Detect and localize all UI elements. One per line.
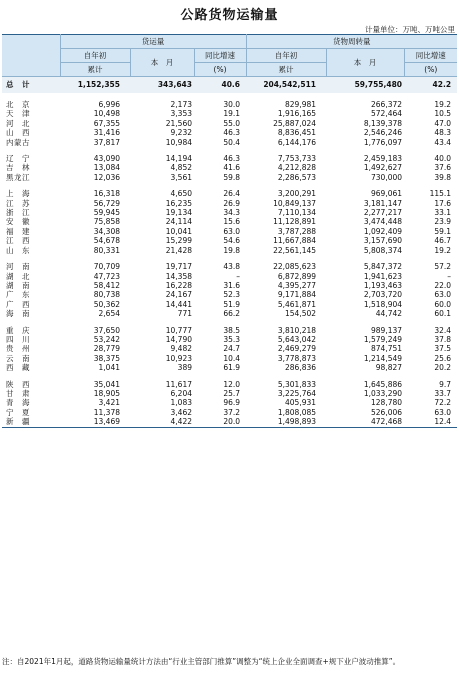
turnover-yoy: 60.0 [434, 299, 452, 309]
freight-month: 10,777 [165, 325, 192, 335]
group-spacer-cell [2, 182, 457, 189]
freight-month: 771 [177, 309, 192, 319]
table-body [2, 77, 457, 428]
turnover-month: 526,006 [371, 407, 403, 417]
table-row [2, 199, 457, 208]
freight-month: 24,114 [165, 217, 192, 227]
region-name: 吉 林 [6, 163, 30, 173]
turnover-month: 3,181,147 [363, 198, 403, 208]
freight-yoy: 12.0 [223, 379, 241, 389]
table-row [2, 138, 457, 147]
region-name: 广 东 [6, 290, 30, 300]
turnover-month: 1,033,290 [363, 388, 403, 398]
table-row [2, 309, 457, 318]
freight-ytd: 6,996 [98, 100, 120, 109]
turnover-month: 2,277,217 [363, 208, 403, 218]
region-name: 贵 州 [6, 344, 30, 354]
group-spacer [2, 319, 457, 326]
turnover-ytd: 3,778,873 [277, 353, 317, 363]
turnover-month: 98,827 [375, 363, 403, 373]
freight-ytd: 13,084 [93, 163, 120, 173]
table-header [2, 35, 457, 77]
total-turnover-month: 59,755,480 [354, 80, 403, 89]
freight-ytd: 11,378 [93, 407, 120, 417]
freight-month: 14,194 [165, 154, 192, 164]
turnover-yoy: 25.6 [434, 353, 452, 363]
turnover-yoy: 10.5 [434, 109, 452, 119]
group-spacer [2, 255, 457, 262]
freight-yoy: 63.0 [223, 226, 241, 236]
freight-ytd: 28,779 [93, 344, 120, 354]
turnover-ytd: 4,212,828 [277, 163, 317, 173]
region-name: 河 北 [6, 118, 30, 128]
turnover-ytd: 5,643,042 [277, 334, 317, 344]
turnover-ytd: 3,200,291 [277, 189, 317, 199]
freight-month: 21,428 [165, 245, 192, 255]
turnover-ytd: 154,502 [285, 309, 317, 319]
turnover-yoy: 63.0 [434, 407, 452, 417]
turnover-month: 989,137 [371, 325, 403, 335]
freight-yoy: 15.6 [223, 217, 241, 227]
turnover-month: 2,459,183 [363, 154, 403, 164]
freight-yoy: 50.4 [223, 137, 241, 147]
turnover-month: 1,518,904 [363, 299, 403, 309]
table-row [2, 408, 457, 417]
freight-yoy: 52.3 [223, 290, 241, 300]
freight-ytd: 67,355 [93, 118, 120, 128]
freight-ytd: 70,709 [93, 262, 120, 272]
turnover-yoy: 19.2 [434, 100, 452, 109]
group-spacer-cell [2, 147, 457, 154]
turnover-month: 2,703,720 [363, 290, 403, 300]
turnover-month: 1,776,097 [363, 137, 403, 147]
freight-yoy: 19.8 [223, 245, 241, 255]
turnover-yoy: 12.4 [404, 417, 457, 427]
group-spacer [2, 182, 457, 189]
region-name: 云 南 [6, 353, 30, 363]
unit-label: 计量单位：万吨、万吨公里 [365, 25, 455, 34]
freight-yoy: 35.3 [223, 334, 241, 344]
turnover-yoy: 20.2 [434, 363, 452, 373]
group-spacer [2, 147, 457, 154]
freight-ytd: 53,242 [93, 334, 120, 344]
freight-ytd: 37,817 [93, 137, 120, 147]
turnover-month: 1,579,249 [363, 334, 403, 344]
turnover-ytd: 5,461,871 [277, 299, 317, 309]
header-freight-month: 本 月 [130, 49, 194, 77]
freight-yoy: 38.5 [223, 325, 241, 335]
table-row [2, 109, 457, 118]
table-row [2, 119, 457, 128]
table-row [2, 335, 457, 344]
table-row [2, 208, 457, 217]
freight-ytd: 18,905 [93, 388, 120, 398]
turnover-yoy: 60.1 [434, 309, 452, 319]
turnover-month: 730,000 [371, 172, 403, 182]
freight-month: 16,228 [165, 280, 192, 290]
turnover-yoy: 48.3 [434, 128, 452, 138]
turnover-ytd: 2,286,573 [277, 172, 317, 182]
table-row [2, 154, 457, 163]
freight-yoy: 19.1 [223, 109, 241, 119]
total-turnover-yoy: 42.2 [432, 80, 452, 89]
table-row [2, 246, 457, 255]
turnover-yoy: 23.9 [434, 217, 452, 227]
freight-yoy: 61.9 [223, 363, 241, 373]
region-name: 西 藏 [6, 363, 30, 373]
turnover-ytd: 22,561,145 [273, 245, 317, 255]
turnover-ytd: 22,085,623 [273, 262, 317, 272]
region-name: 新 疆 [2, 417, 60, 427]
region-name: 辽 宁 [6, 154, 30, 164]
group-spacer [2, 93, 457, 100]
freight-month: 16,235 [165, 198, 192, 208]
region-name: 内蒙古 [6, 137, 30, 147]
turnover-yoy: 39.8 [434, 172, 452, 182]
freight-month: 4,422 [130, 417, 194, 427]
freight-month: 14,358 [165, 271, 192, 281]
freight-month: 24,167 [165, 290, 192, 300]
freight-ytd: 13,469 [60, 417, 130, 427]
turnover-ytd: 9,171,884 [277, 290, 317, 300]
region-name: 江 西 [6, 236, 30, 246]
header-freight-yoy-a: 同比增速 [194, 49, 246, 63]
freight-yoy: 46.3 [223, 128, 241, 138]
turnover-ytd: 5,301,833 [277, 379, 317, 389]
freight-month: 15,299 [165, 236, 192, 246]
freight-ytd: 2,654 [98, 309, 120, 319]
region-name: 浙 江 [6, 208, 30, 218]
region-name: 山 东 [6, 245, 30, 255]
turnover-ytd: 8,836,451 [277, 128, 317, 138]
table-row [2, 189, 457, 198]
region-name: 河 南 [6, 262, 30, 272]
freight-month: 10,041 [165, 226, 192, 236]
freight-month: 2,173 [170, 100, 192, 109]
table-row [2, 128, 457, 137]
freight-month: 14,441 [165, 299, 192, 309]
freight-ytd: 31,416 [93, 128, 120, 138]
region-name: 海 南 [6, 309, 30, 319]
turnover-month: 572,464 [371, 109, 403, 119]
table-row [2, 173, 457, 182]
total-row [2, 77, 457, 94]
freight-ytd: 54,678 [93, 236, 120, 246]
freight-month: 4,852 [170, 163, 192, 173]
table-row [2, 326, 457, 335]
group-spacer [2, 373, 457, 380]
table-row [2, 344, 457, 353]
turnover-month: 874,751 [371, 344, 403, 354]
freight-yoy: 54.6 [223, 236, 241, 246]
turnover-yoy: 63.0 [434, 290, 452, 300]
turnover-yoy: 32.4 [434, 325, 452, 335]
header-turnover-ytd-b: 累计 [246, 63, 326, 77]
turnover-ytd: 405,931 [285, 398, 317, 408]
turnover-ytd: 1,498,893 [246, 417, 326, 427]
region-name: 四 川 [6, 334, 30, 344]
page-title: 公路货物运输量 [180, 8, 279, 23]
turnover-ytd: 11,667,884 [273, 236, 317, 246]
header-turnover-yoy-b: (%) [404, 63, 457, 77]
freight-ytd: 10,498 [93, 109, 120, 119]
turnover-month: 1,492,627 [363, 163, 403, 173]
total-freight-yoy: 40.6 [221, 80, 241, 89]
header-turnover-month: 本 月 [326, 49, 404, 77]
freight-yoy: 34.3 [223, 208, 241, 218]
freight-yoy: 25.7 [223, 388, 241, 398]
turnover-yoy: – [447, 271, 452, 281]
turnover-ytd: 10,849,137 [273, 198, 317, 208]
region-name: 陕 西 [6, 379, 30, 389]
table-row [2, 227, 457, 236]
turnover-ytd: 2,469,279 [277, 344, 317, 354]
region-name: 甘 肃 [6, 388, 30, 398]
region-name: 福 建 [6, 226, 30, 236]
freight-yoy: 43.8 [223, 262, 241, 272]
header-freight: 货运量 [60, 35, 246, 49]
turnover-month: 1,941,623 [363, 271, 403, 281]
turnover-month: 128,780 [371, 398, 403, 408]
turnover-ytd: 7,110,134 [277, 208, 317, 218]
region-name: 广 西 [6, 299, 30, 309]
freight-yoy: 30.0 [223, 100, 241, 109]
freight-ytd: 58,412 [93, 280, 120, 290]
table-row [2, 398, 457, 407]
turnover-yoy: 37.6 [434, 163, 452, 173]
table-row [2, 363, 457, 372]
freight-ytd: 3,421 [98, 398, 120, 408]
region-name: 安 徽 [6, 217, 30, 227]
table-row [2, 300, 457, 309]
turnover-ytd: 3,225,764 [277, 388, 317, 398]
footnote: 注：自2021年1月起，道路货物运输量统计方法由“行业主管部门推算”调整为“统上企业全面调查+规下业户波动推算”。 [2, 657, 401, 666]
freight-yoy: 26.4 [223, 189, 241, 199]
turnover-ytd: 25,887,024 [273, 118, 317, 128]
turnover-ytd: 6,872,899 [277, 271, 317, 281]
turnover-month: 472,468 [326, 417, 404, 427]
turnover-yoy: 72.2 [434, 398, 452, 408]
turnover-yoy: 22.0 [434, 280, 452, 290]
turnover-yoy: 47.0 [434, 118, 452, 128]
turnover-ytd: 829,981 [285, 100, 317, 109]
turnover-yoy: 57.2 [434, 262, 452, 272]
freight-month: 11,617 [165, 379, 192, 389]
header-turnover-ytd-a: 自年初 [246, 49, 326, 63]
header-freight-yoy-b: (%) [194, 63, 246, 77]
header-turnover-yoy-a: 同比增速 [404, 49, 457, 63]
freight-yoy: 46.3 [223, 154, 241, 164]
freight-month: 10,923 [165, 353, 192, 363]
freight-ytd: 56,729 [93, 198, 120, 208]
region-name: 江 苏 [6, 198, 30, 208]
freight-yoy: 55.0 [223, 118, 241, 128]
turnover-month: 1,193,463 [363, 280, 403, 290]
turnover-month: 266,372 [371, 100, 403, 109]
header-freight-ytd-b: 累计 [60, 63, 130, 77]
turnover-ytd: 1,808,085 [277, 407, 317, 417]
table-row [2, 236, 457, 245]
turnover-ytd: 11,128,891 [273, 217, 317, 227]
freight-ytd: 80,331 [93, 245, 120, 255]
table-row [2, 217, 457, 226]
freight-ytd: 75,858 [93, 217, 120, 227]
total-label: 总 计 [6, 80, 30, 89]
freight-month: 14,790 [165, 334, 192, 344]
turnover-yoy: 37.8 [434, 334, 452, 344]
turnover-month: 1,645,886 [363, 379, 403, 389]
freight-month: 6,204 [170, 388, 192, 398]
region-name: 宁 夏 [6, 407, 30, 417]
freight-ytd: 35,041 [93, 379, 120, 389]
table-row [2, 354, 457, 363]
turnover-month: 5,808,374 [363, 245, 403, 255]
table-row [2, 281, 457, 290]
turnover-ytd: 7,753,733 [277, 154, 317, 164]
region-name: 青 海 [6, 398, 30, 408]
freight-month: 4,650 [170, 189, 192, 199]
turnover-yoy: 43.4 [434, 137, 452, 147]
turnover-ytd: 1,916,165 [277, 109, 317, 119]
region-name: 重 庆 [6, 325, 30, 335]
freight-month: 3,561 [170, 172, 192, 182]
total-freight-ytd: 1,152,355 [77, 80, 120, 89]
freight-month: 9,232 [170, 128, 192, 138]
header-turnover: 货物周转量 [246, 35, 457, 49]
group-spacer-cell [2, 255, 457, 262]
freight-yoy: 37.2 [223, 407, 241, 417]
freight-ytd: 1,041 [98, 363, 120, 373]
freight-yoy: 20.0 [194, 417, 246, 427]
freight-yoy: 24.7 [223, 344, 241, 354]
group-spacer-cell [2, 319, 457, 326]
freight-yoy: 59.8 [223, 172, 241, 182]
freight-yoy: 41.6 [223, 163, 241, 173]
turnover-yoy: 17.6 [434, 198, 452, 208]
freight-yoy: – [236, 271, 241, 281]
freight-month: 19,717 [165, 262, 192, 272]
freight-ytd: 43,090 [93, 154, 120, 164]
turnover-yoy: 37.5 [434, 344, 452, 354]
freight-ytd: 38,375 [93, 353, 120, 363]
table-row [2, 163, 457, 172]
region-name: 湖 南 [6, 280, 30, 290]
turnover-yoy: 19.2 [434, 245, 452, 255]
freight-month: 1,083 [170, 398, 192, 408]
freight-ytd: 16,318 [93, 189, 120, 199]
table-row [2, 389, 457, 398]
freight-yoy: 31.6 [223, 280, 241, 290]
turnover-ytd: 4,395,277 [277, 280, 317, 290]
turnover-yoy: 33.7 [434, 388, 452, 398]
region-name: 北 京 [6, 100, 30, 109]
turnover-ytd: 3,787,288 [277, 226, 317, 236]
table-row [2, 100, 457, 109]
freight-yoy: 96.9 [223, 398, 241, 408]
table-row [2, 290, 457, 299]
turnover-month: 8,139,378 [363, 118, 403, 128]
turnover-ytd: 3,810,218 [277, 325, 317, 335]
freight-ytd: 80,738 [93, 290, 120, 300]
turnover-ytd: 286,836 [285, 363, 317, 373]
turnover-yoy: 115.1 [429, 189, 452, 199]
header-freight-ytd-a: 自年初 [60, 49, 130, 63]
table-row [2, 380, 457, 389]
turnover-month: 3,474,448 [363, 217, 403, 227]
freight-yoy: 10.4 [223, 353, 241, 363]
turnover-ytd: 6,144,176 [277, 137, 317, 147]
turnover-month: 44,742 [375, 309, 403, 319]
freight-ytd: 50,362 [93, 299, 120, 309]
turnover-month: 1,092,409 [363, 226, 403, 236]
region-name: 上 海 [6, 189, 30, 199]
region-name: 山 西 [6, 128, 30, 138]
freight-month: 19,134 [165, 208, 192, 218]
freight-month: 21,560 [165, 118, 192, 128]
total-turnover-ytd: 204,542,511 [263, 80, 317, 89]
turnover-month: 5,847,372 [363, 262, 403, 272]
turnover-yoy: 33.1 [434, 208, 452, 218]
turnover-month: 1,214,549 [363, 353, 403, 363]
freight-month: 10,984 [165, 137, 192, 147]
freight-yoy: 66.2 [223, 309, 241, 319]
group-spacer-cell [2, 93, 457, 100]
freight-month: 3,353 [170, 109, 192, 119]
table-row [2, 262, 457, 271]
total-freight-month: 343,643 [157, 80, 192, 89]
region-name: 天 津 [6, 109, 30, 119]
turnover-yoy: 46.7 [434, 236, 452, 246]
turnover-yoy: 40.0 [434, 154, 452, 164]
turnover-yoy: 9.7 [439, 379, 452, 389]
table-row [2, 272, 457, 281]
freight-month: 9,482 [170, 344, 192, 354]
freight-yoy: 26.9 [223, 198, 241, 208]
freight-ytd: 47,723 [93, 271, 120, 281]
freight-ytd: 37,650 [93, 325, 120, 335]
freight-yoy: 51.9 [223, 299, 241, 309]
turnover-yoy: 59.1 [434, 226, 452, 236]
group-spacer-cell [2, 373, 457, 380]
region-name: 湖 北 [6, 271, 30, 281]
freight-table [2, 34, 457, 428]
freight-month: 3,462 [170, 407, 192, 417]
freight-ytd: 12,036 [93, 172, 120, 182]
turnover-month: 3,157,690 [363, 236, 403, 246]
freight-ytd: 59,945 [93, 208, 120, 218]
table-row [2, 417, 457, 427]
turnover-month: 969,061 [371, 189, 403, 199]
region-name: 黑龙江 [6, 172, 30, 182]
freight-month: 389 [177, 363, 192, 373]
turnover-month: 2,546,246 [363, 128, 403, 138]
header-region [2, 35, 60, 77]
freight-ytd: 34,308 [93, 226, 120, 236]
